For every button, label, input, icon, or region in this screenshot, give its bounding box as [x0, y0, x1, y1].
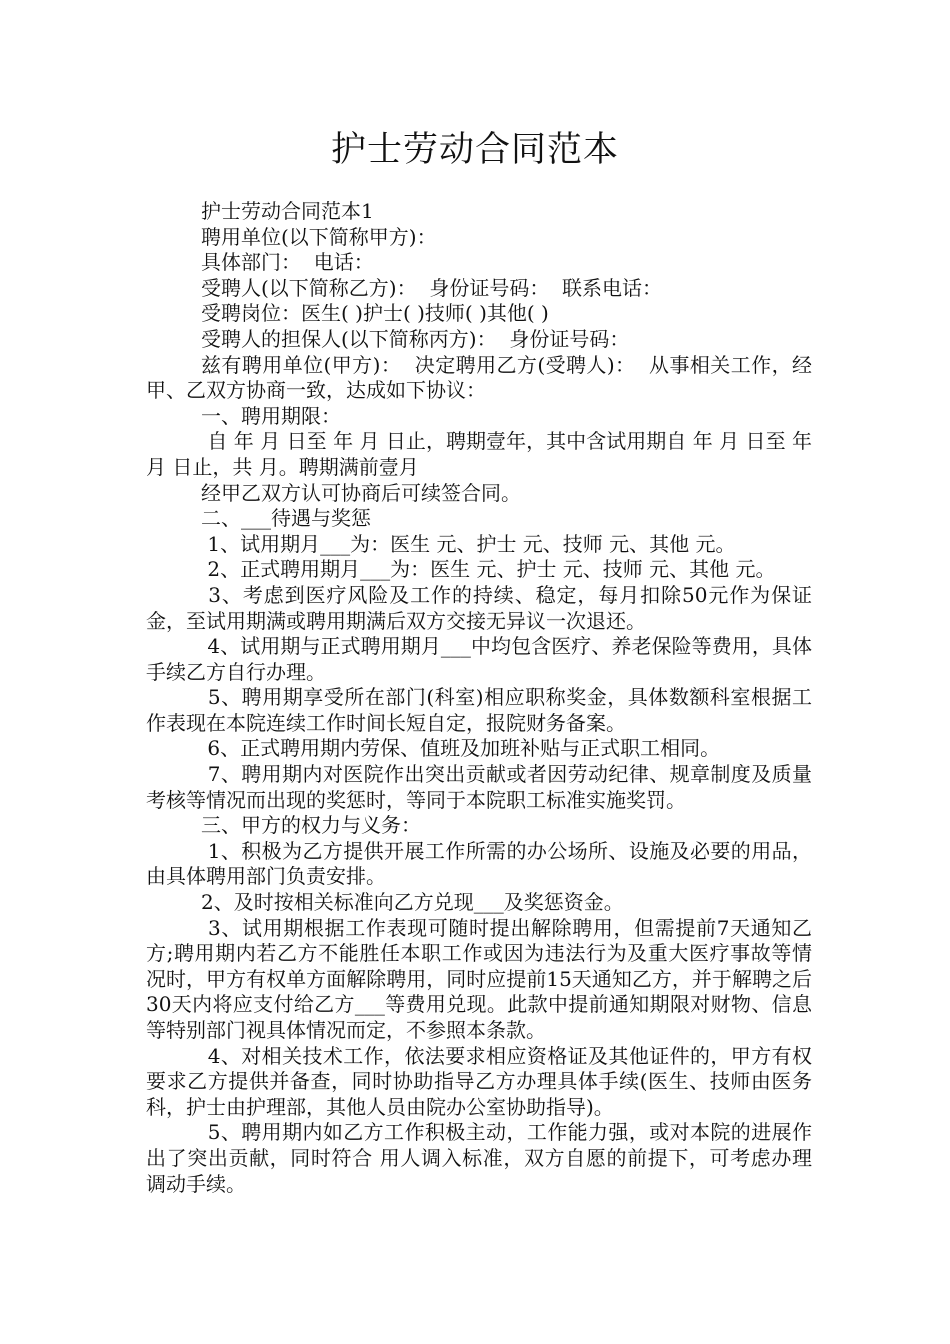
clause-2-4: 4、试用期与正式聘用期月___中均包含医疗、养老保险等费用，具体手续乙方自行办理。: [146, 634, 812, 684]
paragraph-employee: 受聘人(以下简称乙方)： 身份证号码： 联系电话：: [201, 275, 663, 300]
paragraph-position: 受聘岗位：医生( )护士( )技师( )其他( ): [201, 301, 549, 326]
paragraph-preamble: 兹有聘用单位(甲方)： 决定聘用乙方(受聘人)： 从事相关工作，经甲、乙双方协商一致，达成如下协议：: [146, 352, 812, 403]
clause-3-4: 4、对相关技术工作，依法要求相应资格证及其他证件的，甲方有权要求乙方提供并备查，同时协助指导乙方办理具体手续(医生、技师由医务科，护士由护理部，其他人员由院办公室协助指导)。: [146, 1043, 812, 1119]
paragraph-heading-subtitle: 护士劳动合同范本1: [201, 199, 374, 223]
clause-3-5: 5、聘用期内如乙方工作积极主动，工作能力强，或对本院的进展作出了突出贡献，同时符合 用人调入标准，双方自愿的前提下，可考虑办理调动手续。: [146, 1120, 812, 1196]
paragraph-employer: 聘用单位(以下简称甲方)：: [201, 224, 437, 249]
section-heading-rights: 三、甲方的权力与义务：: [201, 813, 421, 838]
clause-2-1: 1、试用期月___为：医生 元、护士 元、技师 元、其他 元。: [201, 531, 736, 556]
clause-2-6: 6、正式聘用期内劳保、值班及加班补贴与正式职工相同。: [201, 736, 721, 761]
paragraph-term-dates: 自 年 月 日至 年 月 日止，聘期壹年，其中含试用期自 年 月 日至 年 月 日止，共 月。聘期满前壹月: [146, 429, 819, 479]
clause-2-3: 3、考虑到医疗风险及工作的持续、稳定，每月扣除50元作为保证金，至试用期满或聘用期满后双方交接无异议一次退还。: [146, 582, 812, 633]
section-heading-pay: 二、___待遇与奖惩: [201, 506, 371, 531]
clause-2-5: 5、聘用期享受所在部门(科室)相应职称奖金，具体数额科室根据工作表现在本院连续工作时间长短自定，报院财务备案。: [146, 685, 812, 735]
section-heading-term: 一、聘用期限：: [201, 403, 341, 428]
paragraph-department: 具体部门： 电话：: [201, 250, 374, 275]
clause-3-1: 1、积极为乙方提供开展工作所需的办公场所、设施及必要的用品，由具体聘用部门负责安排。: [146, 838, 812, 889]
document-title: 护士劳动合同范本: [330, 130, 619, 170]
clause-2-2: 2、正式聘用期月___为：医生 元、护士 元、技师 元、其他 元。: [201, 557, 776, 582]
clause-3-3: 3、试用期根据工作表现可随时提出解除聘用，但需提前7天通知乙方;聘用期内若乙方不能胜任本职工作或因为违法行为及重大医疗事故等情况时，甲方有权单方面解除聘用，同时应提前15天通知乙方，并于解聘之后30天内将应支付给乙方___等费用兑现。此款中提前通知期限对财物、信息等特别部门视具体情况而定，不参照本条款。: [146, 915, 812, 1042]
paragraph-renewal: 经甲乙双方认可协商后可续签合同。: [201, 480, 521, 505]
paragraph-guarantor: 受聘人的担保人(以下简称丙方)： 身份证号码：: [201, 326, 630, 351]
document-body: [146, 199, 819, 1197]
clause-2-7: 7、聘用期内对医院作出突出贡献或者因劳动纪律、规章制度及质量考核等情况而出现的奖惩时，等同于本院职工标准实施奖罚。: [146, 762, 812, 812]
clause-3-2: 2、及时按相关标准向乙方兑现___及奖惩资金。: [201, 890, 624, 915]
